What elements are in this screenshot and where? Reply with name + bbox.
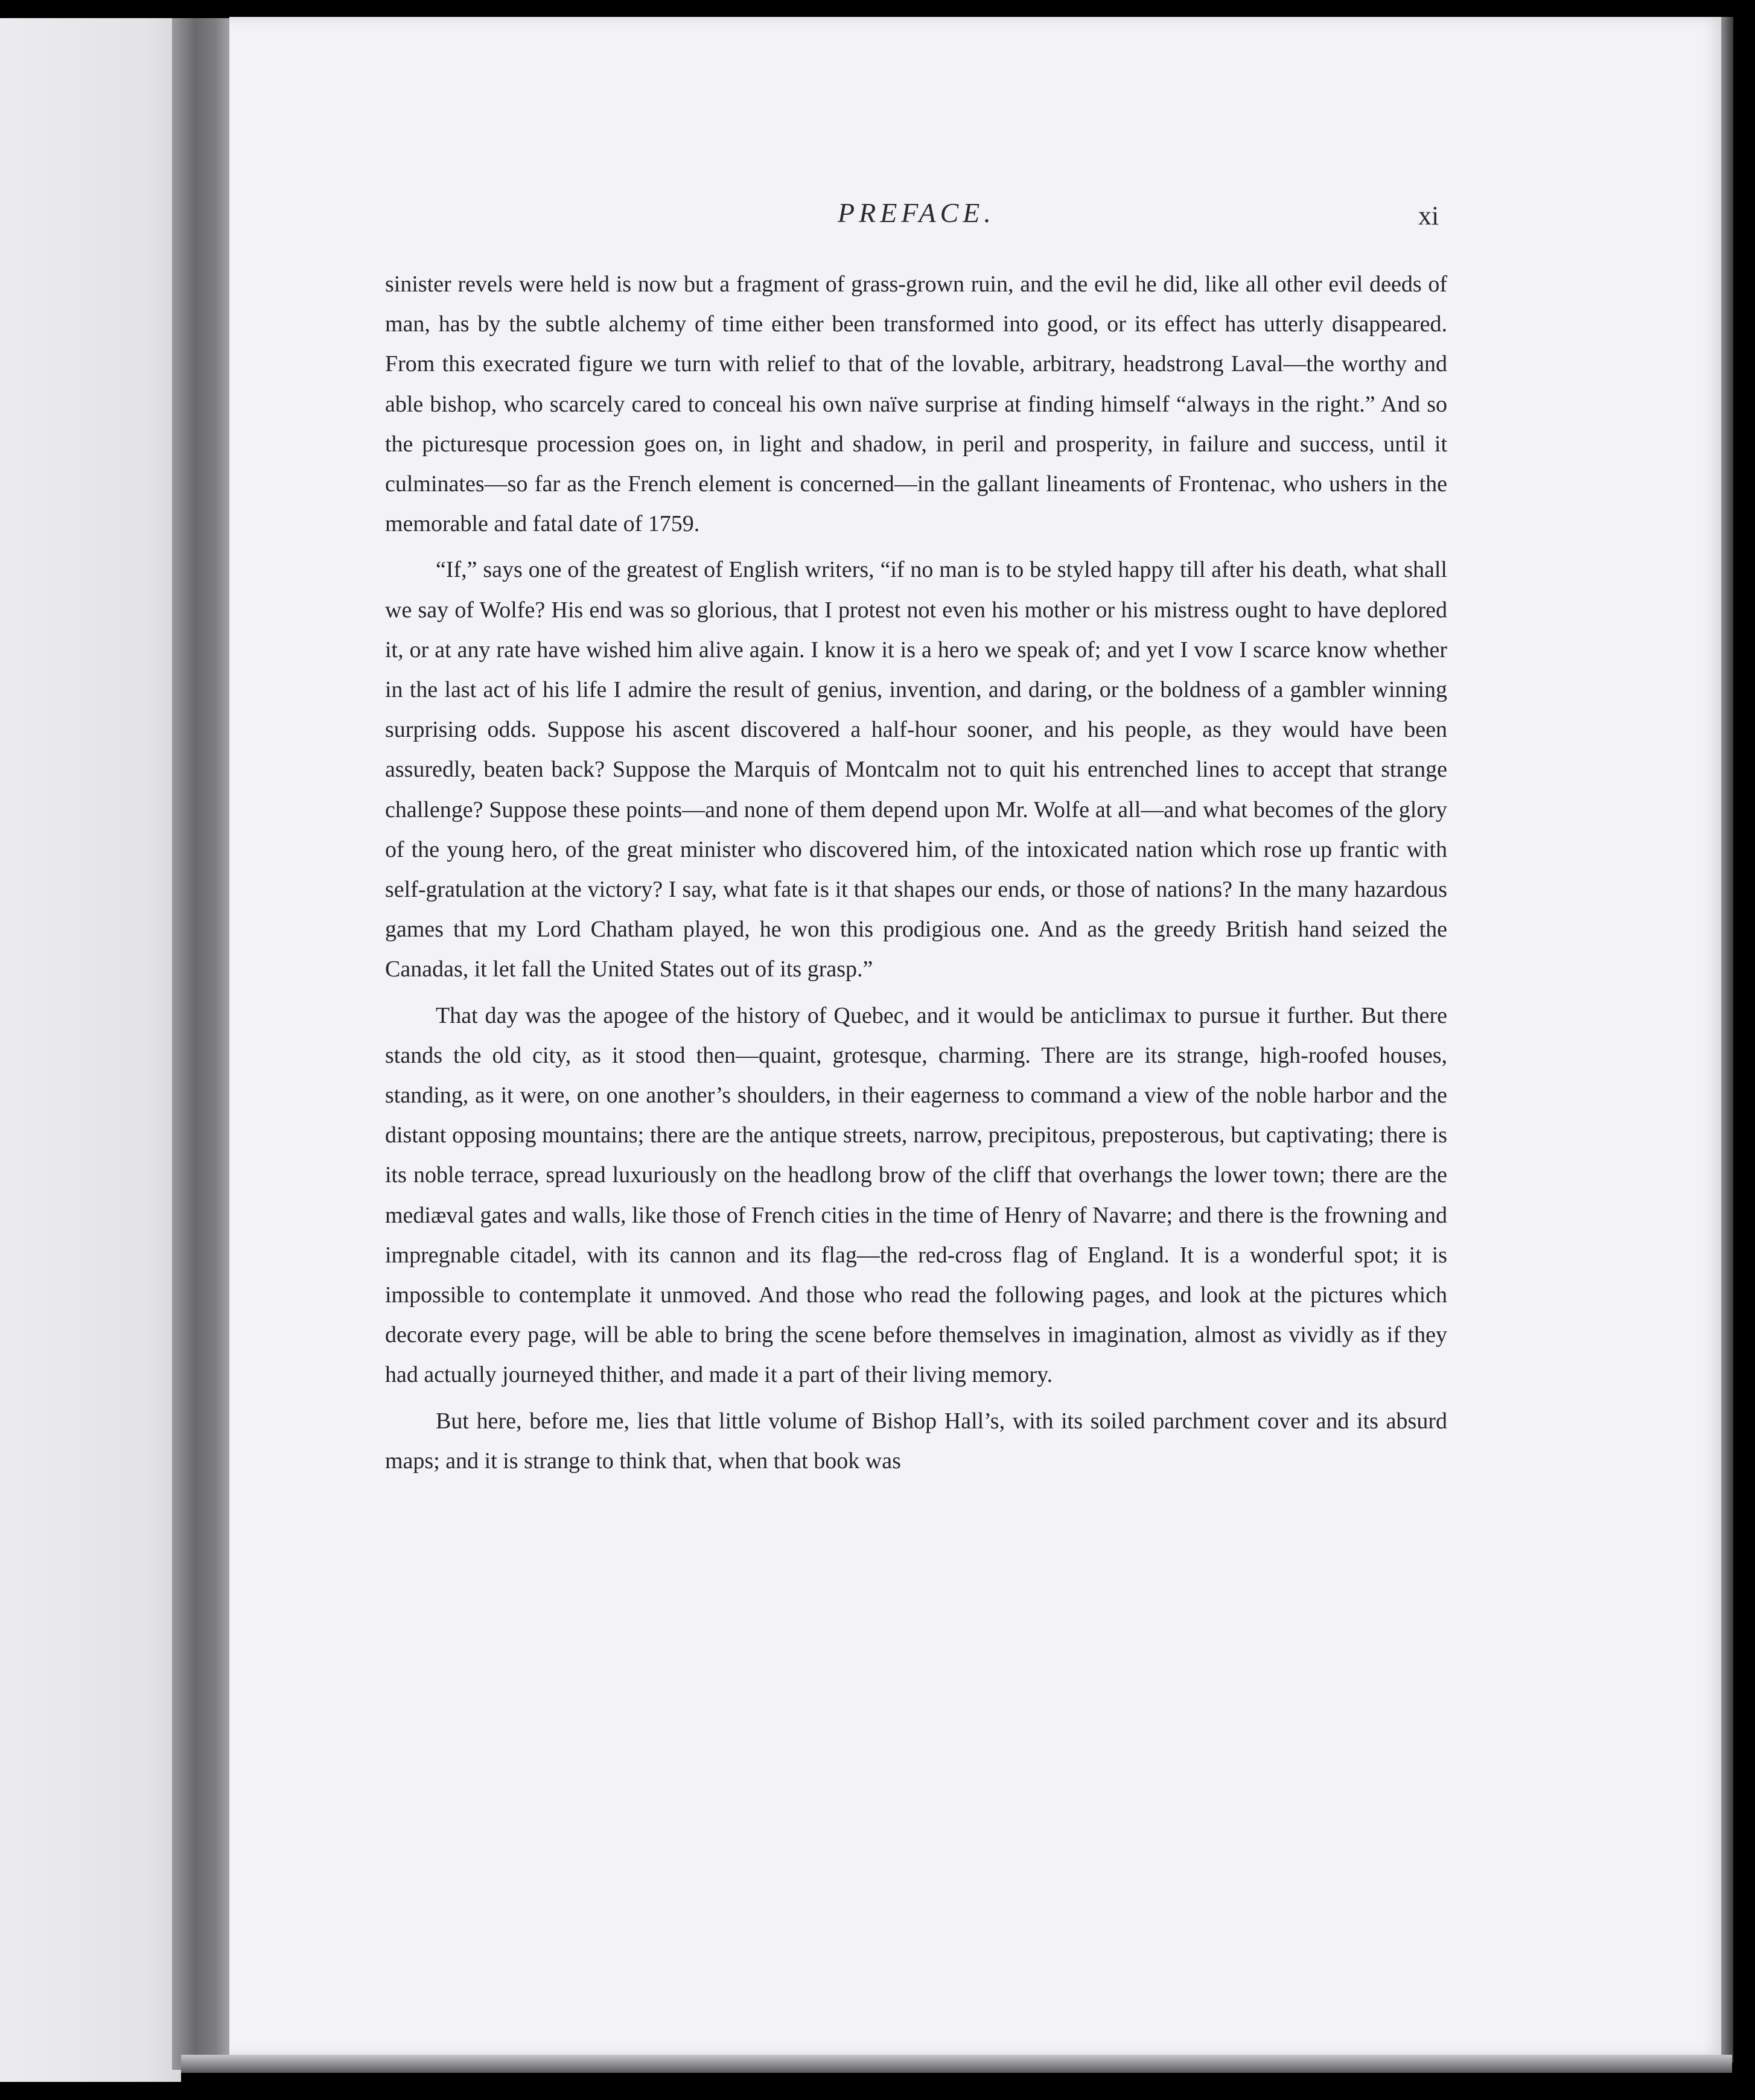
paragraph-wolfe-quote: “If,” says one of the greatest of English writers, “if no man is to be styled happy till after his death, what shall we say of Wolfe? His end was so glorious, that I protest not even his mother or his mistress ought to have deplored it, or at any rate have wished him alive again. I know it is a hero we speak of; and yet I vow I scarce know whether in the last act of his life I admire the result of genius, invention, and daring, or the boldness of a gambler winning surprising odds. Suppose his ascent discovered a half-hour sooner, and his people, as they would have been assuredly, beaten back? Suppose the Marquis of Montcalm not to quit his entrenched lines to accept that strange challenge? Suppose these points—and none of them depend upon Mr. Wolfe at all—and what becomes of the glory of the young hero, of the great minister who discovered him, of the intoxicated nation which rose up frantic with self-gratulation at the victory? I say, what fate is it that shapes our ends, or those of nations? In the many hazardous games that my Lord Chatham played, he won this prodigious one. And as the greedy British hand seized the Canadas, it let fall the United States out of its grasp.” [385, 557, 1447, 982]
body-text [385, 264, 1447, 1481]
book-gutter [172, 18, 238, 2070]
page-number: xi [1418, 201, 1439, 231]
paragraph-bishop-hall: But here, before me, lies that little volume of Bishop Hall’s, with its soiled parchment cover and its absurd maps; and it is strange to think that, when that book was [385, 1408, 1447, 1474]
paragraph-continued: sinister revels were held is now but a fragment of grass-grown ruin, and the evil he did, like all other evil deeds of man, has by the subtle alchemy of time either been transformed into good, or its effect has utterly disappeared. From this execrated figure we turn with relief to that of the lovable, arbitrary, headstrong Laval—the worthy and able bishop, who scarcely cared to conceal his own naïve surprise at finding himself “always in the right.” And so the picturesque procession goes on, in light and shadow, in peril and prosperity, in failure and success, until it culminates—so far as the French element is concerned—in the gallant lineaments of Frontenac, who ushers in the memorable and fatal date of 1759. [385, 272, 1447, 537]
running-head: PREFACE. [838, 197, 995, 228]
left-page-edge [0, 18, 181, 2082]
right-page-edge [1721, 17, 1733, 2063]
bottom-page-edge [181, 2055, 1732, 2073]
paragraph-quebec: That day was the apogee of the history of Quebec, and it would be anticlimax to pursue it further. But there stands the old city, as it stood then—quaint, grotesque, charming. There are its strange, high-roofed houses, standing, as it were, on one another’s shoulders, in their eagerness to command a view of the noble harbor and the distant opposing mountains; there are the antique streets, narrow, precipitous, preposterous, but captivating; there is its noble terrace, spread luxuriously on the headlong brow of the cliff that overhangs the lower town; there are the mediæval gates and walls, like those of French cities in the time of Henry of Navarre; and there is the frowning and impregnable citadel, with its cannon and its flag—the red-cross flag of England. It is a wonderful spot; it is impossible to contemplate it unmoved. And those who read the following pages, and look at the pictures which decorate every page, will be able to bring the scene before themselves in imagination, almost as vividly as if they had actually journeyed thither, and made it a part of their living memory. [385, 1002, 1447, 1388]
